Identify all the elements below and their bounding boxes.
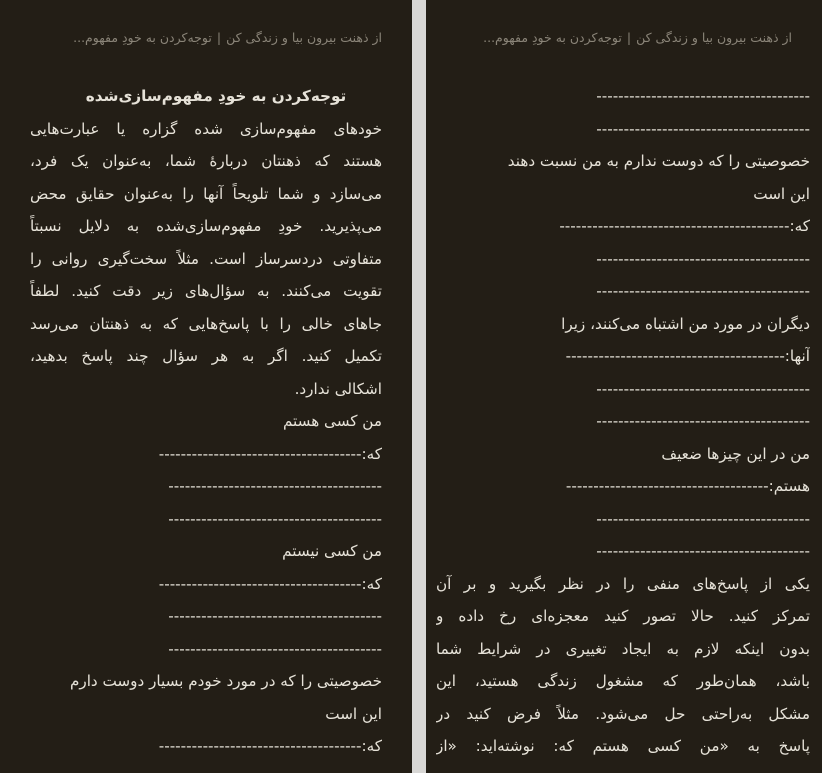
text-line: که:------------------------------------------ [559, 217, 810, 235]
text-line: من در این چیزها ضعیف [661, 444, 810, 463]
text-line: هستند که ذهنتان دربارهٔ شما، به‌عنوان یک فرد، [30, 152, 382, 170]
text-line: می‌پذیرید. خودِ مفهوم‌سازی‌شده به دلایل نسبتاً [30, 217, 382, 235]
text-line: یکی از پاسخ‌های منفی را در نظر بگیرید و بر آن [436, 574, 810, 593]
text-line: که:------------------------------------- [158, 444, 382, 463]
text-line: اشکالی ندارد. [294, 379, 382, 398]
text-line: --------------------------------------- [596, 282, 810, 300]
text-line: تمرکز کنید. حالا تصور کنید معجزه‌ای رخ داده و [436, 607, 810, 625]
text-line: تقویت می‌کنند. به سؤال‌های زیر دقت کنید. لطفاً [30, 282, 382, 300]
text-line: این است [753, 184, 810, 203]
header-book-title: از ذهنت بیرون بیا و زندگی کن [636, 30, 792, 45]
text-line: --------------------------------------- [596, 119, 810, 138]
text-line: این است [325, 704, 382, 723]
text-line: --------------------------------------- [596, 249, 810, 268]
header-book-title: از ذهنت بیرون بیا و زندگی کن [226, 30, 382, 45]
text-line: --------------------------------------- [168, 639, 382, 658]
text-line: که:------------------------------------- [158, 737, 382, 755]
text-line: جاهای خالی را با پاسخ‌هایی که به ذهنتان می‌رسد [30, 314, 382, 333]
text-line: --------------------------------------- [168, 509, 382, 528]
page-body [30, 80, 382, 763]
text-line: متفاوتی دردسرساز است. مثلاً سخت‌گیری روانی را [30, 249, 382, 268]
text-line: --------------------------------------- [596, 87, 810, 105]
text-line: آنها:---------------------------------------- [565, 347, 810, 365]
text-line: من کسی هستم [282, 412, 382, 430]
text-line: می‌سازد و شما تلویحاً آنها را به‌عنوان حقایق محض [30, 184, 382, 203]
running-header [10, 30, 382, 45]
text-line: دیگران در مورد من اشتباه می‌کنند، زیرا [561, 314, 810, 333]
text-line: بدون اینکه لازم به ایجاد تغییری در شرایط شما [436, 639, 810, 658]
text-line: --------------------------------------- [596, 379, 810, 398]
text-line: مشکل به‌راحتی حل می‌شود. مثلاً فرض کنید در [436, 704, 810, 723]
header-chapter-title: توجه‌کردن به خودِ مفهوم... [483, 30, 622, 45]
text-line: خصوصیتی را که در مورد خودم بسیار دوست دارم [69, 672, 382, 690]
text-line: من کسی نیستم [282, 542, 382, 560]
text-line: خودهای مفهوم‌سازی شده گزاره یا عبارت‌هایی [30, 119, 382, 138]
header-chapter-title: توجه‌کردن به خودِ مفهوم... [73, 30, 212, 45]
text-line: --------------------------------------- [168, 607, 382, 625]
text-line: پاسخ به «من کسی هستم که: نوشته‌اید: «از [436, 737, 810, 755]
header-separator: | [216, 30, 222, 45]
text-line: هستم:------------------------------------- [565, 477, 810, 495]
text-line: تکمیل کنید. اگر به هر سؤال چند پاسخ بدهید، [30, 347, 382, 365]
running-header [436, 30, 792, 45]
header-separator: | [626, 30, 632, 45]
text-line: --------------------------------------- [596, 509, 810, 528]
text-line: --------------------------------------- [596, 542, 810, 560]
text-line: باشد، همان‌طور که مشغول زندگی هستید، این [436, 672, 810, 690]
text-line: که:------------------------------------- [158, 574, 382, 593]
text-line: --------------------------------------- [596, 412, 810, 430]
text-line: --------------------------------------- [168, 477, 382, 495]
text-line: خصوصیتی را که دوست ندارم به من نسبت دهند [507, 152, 810, 170]
section-heading: توجه‌کردن به خودِ مفهوم‌سازی‌شده [85, 87, 347, 105]
page-body [436, 80, 810, 763]
right-page [426, 0, 822, 773]
